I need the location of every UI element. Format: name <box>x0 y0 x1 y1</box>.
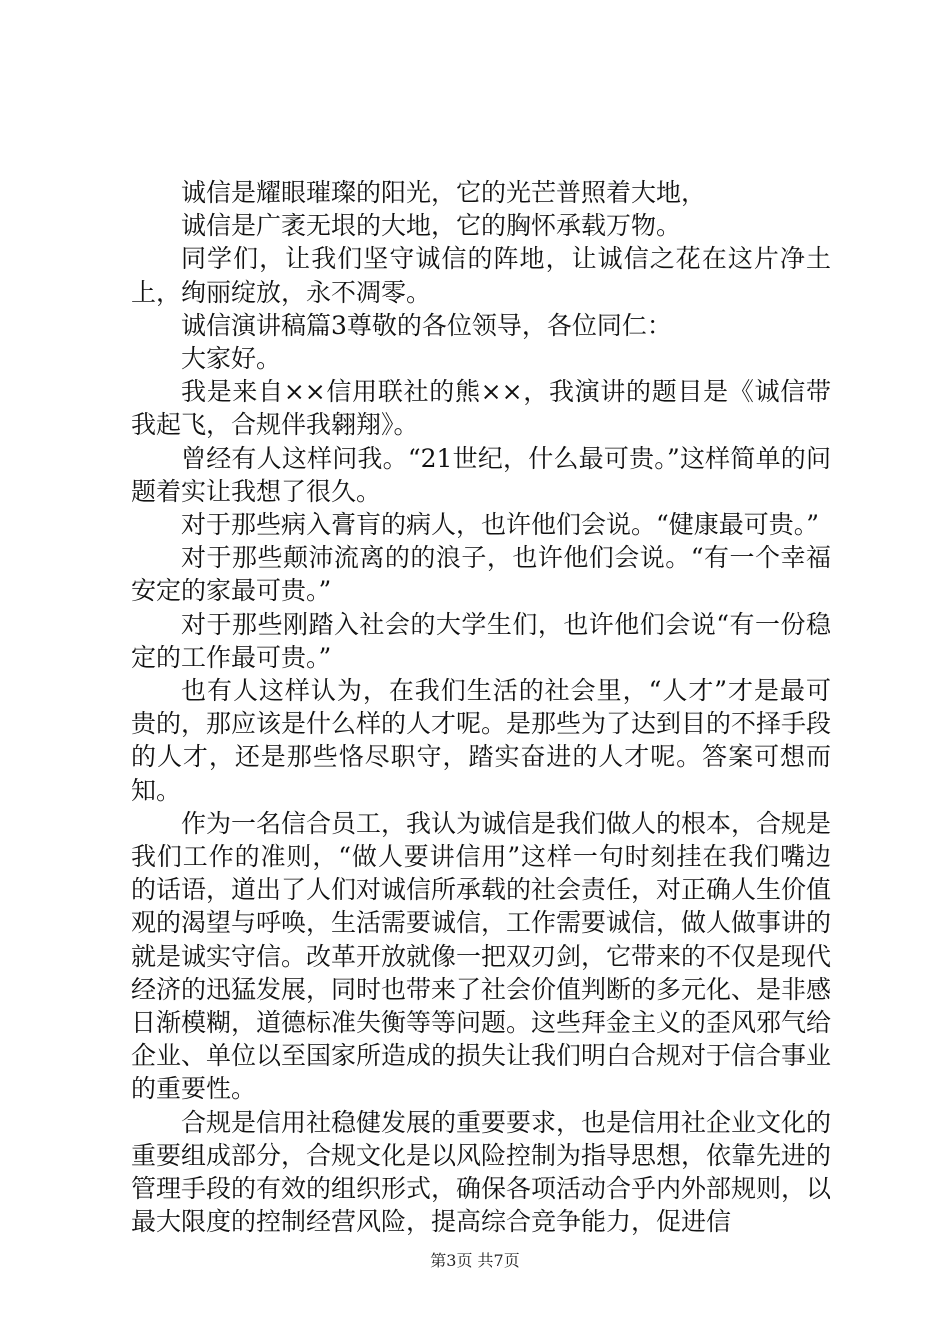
paragraph: 诚信是耀眼璀璨的阳光，它的光芒普照着大地， <box>181 178 707 207</box>
paragraph: 诚信演讲稿篇3尊敬的各位领导，各位同仁： <box>181 310 672 340</box>
paragraph: 诚信是广袤无垠的大地，它的胸怀承载万物。 <box>181 211 682 241</box>
document-body <box>131 176 831 1239</box>
paragraph: 也有人这样认为，在我们生活的社会里，“人才”才是最可贵的，那应该是什么样的人才呢。是那些为了达到目的不择手段的人才，还是那些恪尽职守，踏实奋进的人才呢。答案可想而知。 <box>131 676 832 805</box>
paragraph: 合规是信用社稳健发展的重要要求，也是信用社企业文化的重要组成部分，合规文化是以风险控制为指导思想，依靠先进的管理手段的有效的组织形式，确保各项活动合乎内外部规则，以最大限度的控制经营风险，提高综合竞争能力，促进信 <box>131 1107 832 1237</box>
paragraph: 对于那些病入膏肓的病人，也许他们会说。“健康最可贵。” <box>181 510 820 540</box>
paragraph: 我是来自××信用联社的熊××，我演讲的题目是《诚信带我起飞，合规伴我翱翔》。 <box>131 377 831 440</box>
paragraph: 大家好。 <box>181 344 282 374</box>
page-number-footer: 第3页 共7页 <box>430 1251 520 1270</box>
paragraph: 对于那些颠沛流离的的浪子，也许他们会说。“有一个幸福安定的家最可贵。” <box>131 543 831 606</box>
paragraph: 作为一名信合员工，我认为诚信是我们做人的根本，合规是我们工作的准则，“做人要讲信用”这样一句时刻挂在我们嘴边的话语，道出了人们对诚信所承载的社会责任，对正确人生价值观的渴望与呼唤，生活需要诚信，工作需要诚信，做人做事讲的就是诚实守信。改革开放就像一把双刃剑，它带来的不仅是现代经济的迅猛发展，同时也带来了社会价值判断的多元化、是非感日渐模糊，道德标准失衡等等问题。这些拜金主义的歪风邪气给企业、单位以至国家所造成的损失让我们明白合规对于信合事业的重要性。 <box>131 808 832 1104</box>
paragraph: 对于那些刚踏入社会的大学生们，也许他们会说“有一份稳定的工作最可贵。” <box>131 609 831 672</box>
paragraph: 曾经有人这样问我。“21世纪，什么最可贵。”这样简单的问题着实让我想了很久。 <box>131 443 831 506</box>
paragraph: 同学们，让我们坚守诚信的阵地，让诚信之花在这片净土上，绚丽绽放，永不凋零。 <box>131 244 831 307</box>
